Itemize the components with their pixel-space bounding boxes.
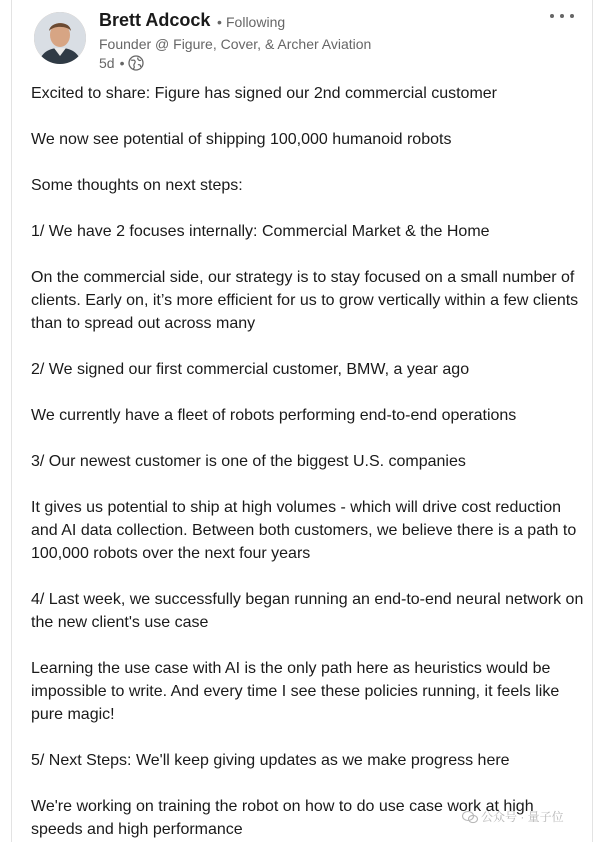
wechat-icon: [462, 810, 478, 824]
post-paragraph: On the commercial side, our strategy is to stay focused on a small number of clients. Early on, it’s more efficient for us to grow vertically within a few clients than to spread out across many: [31, 269, 579, 332]
author-headline: Founder @ Figure, Cover, & Archer Aviation: [99, 36, 372, 52]
post-paragraph: 4/ Last week, we successfully began running an end-to-end neural network on the new client's use case: [31, 591, 584, 631]
post-paragraph: We're working on training the robot on how to do use case work at high speeds and high performance: [31, 798, 534, 838]
post-paragraph: Excited to share: Figure has signed our 2nd commercial customer: [31, 85, 497, 102]
post-card: [11, 0, 593, 842]
globe-icon: [128, 55, 144, 71]
author-name[interactable]: Brett Adcock: [99, 10, 211, 30]
follow-separator: •: [217, 14, 222, 30]
post-paragraph: 2/ We signed our first commercial customer, BMW, a year ago: [31, 361, 470, 378]
post-paragraph: Learning the use case with AI is the only path here as heuristics would be impossible to write. And every time I see these policies running, it feels like pure magic!: [31, 660, 560, 723]
meta-separator: •: [119, 55, 125, 71]
follow-status[interactable]: Following: [226, 14, 286, 30]
post-paragraph: We now see potential of shipping 100,000 humanoid robots: [31, 131, 452, 148]
post-paragraph: Some thoughts on next steps:: [31, 177, 243, 194]
post-body: [31, 82, 586, 864]
post-paragraph: 5/ Next Steps: We'll keep giving updates as we make progress here: [31, 752, 510, 769]
avatar-portrait: [34, 12, 86, 64]
post-time[interactable]: 5d: [99, 55, 115, 71]
post-paragraph: 3/ Our newest customer is one of the biggest U.S. companies: [31, 453, 466, 470]
post-paragraph: We currently have a fleet of robots performing end-to-end operations: [31, 407, 517, 424]
watermark: [462, 808, 564, 825]
post-paragraph: 1/ We have 2 focuses internally: Commercial Market & the Home: [31, 223, 490, 240]
watermark-text: 公众号 · 量子位: [481, 810, 564, 824]
more-options-icon[interactable]: [550, 8, 574, 24]
post-header: [12, 0, 592, 80]
author-avatar[interactable]: [34, 12, 86, 64]
post-paragraph: It gives us potential to ship at high volumes - which will drive cost reduction and AI data collection. Between both customers, we believe there is a path to 100,000 robots over the next four years: [31, 499, 577, 562]
post-meta: [99, 55, 144, 71]
